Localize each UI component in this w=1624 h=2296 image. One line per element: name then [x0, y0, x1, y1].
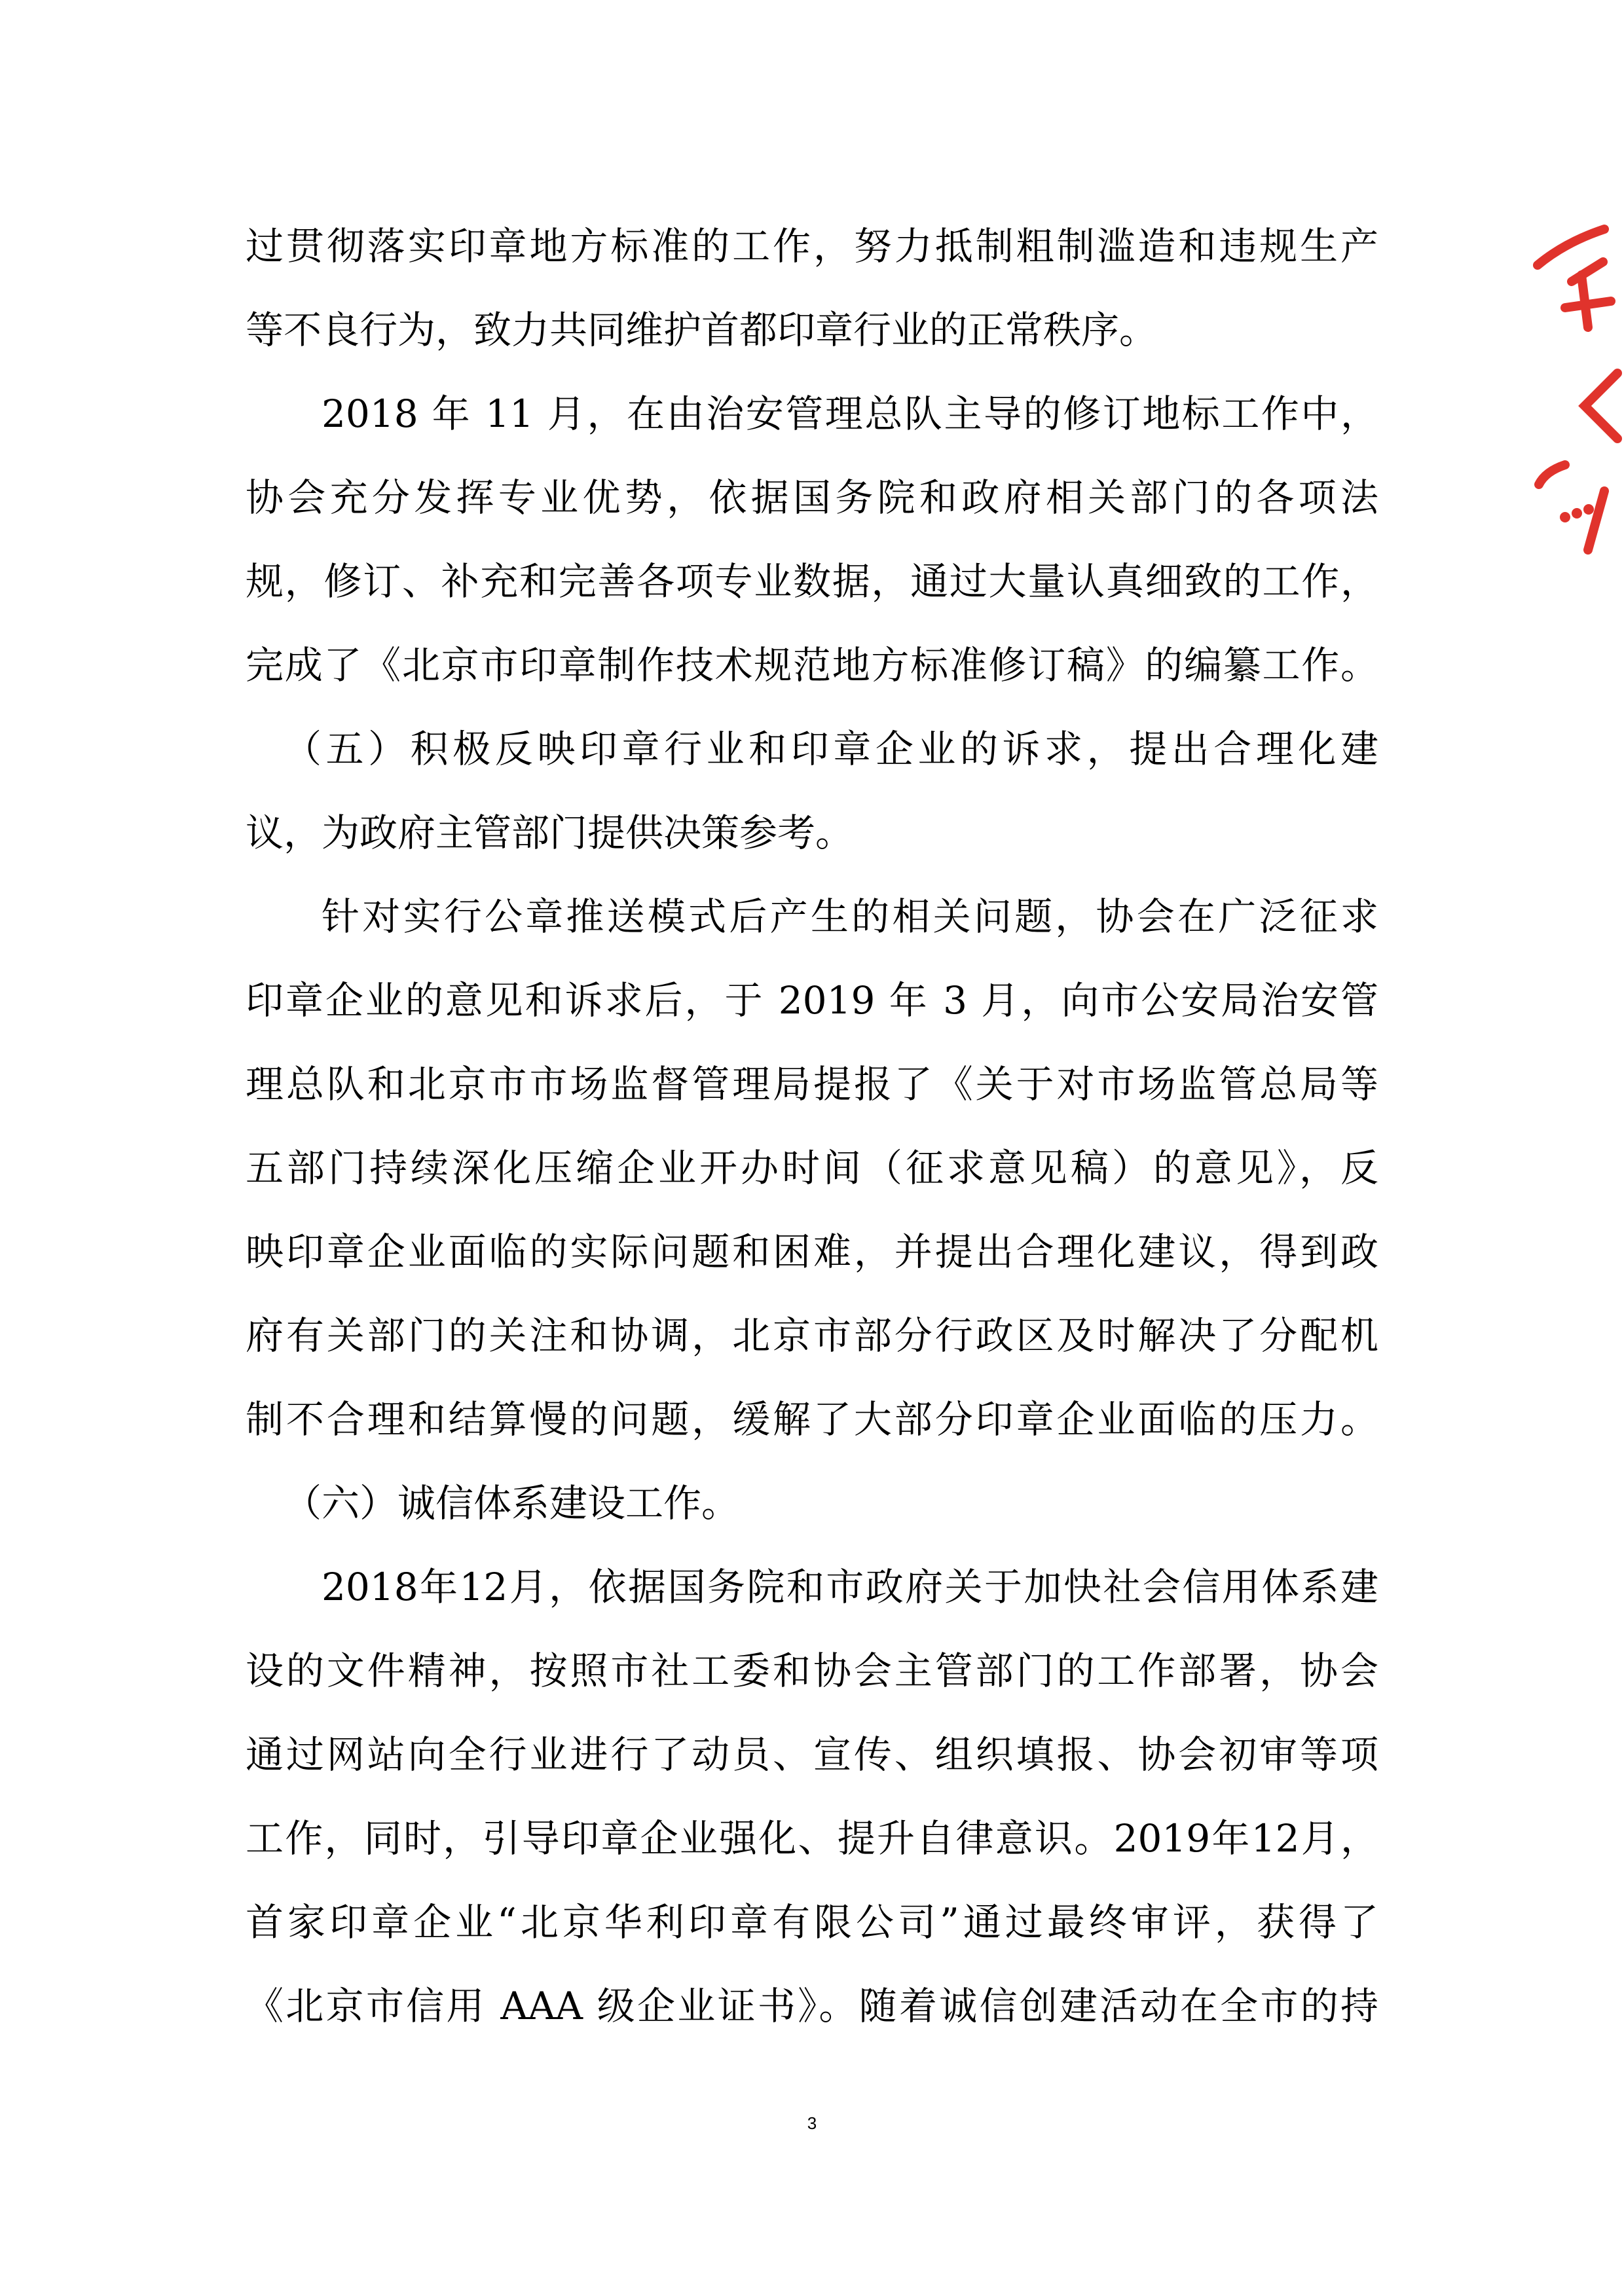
text-line: 府有关部门的关注和协调，北京市部分行政区及时解决了分配机: [246, 1313, 1378, 1358]
text-line: 理总队和北京市市场监督管理局提报了《关于对市场监管总局等: [246, 1062, 1378, 1106]
page-number: 3: [807, 2113, 817, 2133]
text-line: 设的文件精神，按照市社工委和协会主管部门的工作部署，协会: [246, 1649, 1378, 1693]
seal-dot: [1560, 512, 1570, 522]
document-body: [246, 204, 1378, 2048]
text-line: 首家印章企业“北京华利印章有限公司”通过最终审评，获得了: [246, 1900, 1378, 1944]
seal-dot: [1572, 508, 1582, 519]
seal-stroke: [1588, 491, 1604, 550]
text-line: 议，为政府主管部门提供决策参考。: [246, 811, 854, 855]
text-line: 针对实行公章推送模式后产生的相关问题，协会在广泛征求: [322, 894, 1378, 939]
text-line: 工作，同时，引导印章企业强化、提升自律意识。2019年12月，: [246, 1816, 1378, 1861]
text-line: 协会充分发挥专业优势，依据国务院和政府相关部门的各项法: [246, 475, 1378, 520]
text-line: 五部门持续深化压缩企业开办时间（征求意见稿）的意见》，反: [246, 1146, 1378, 1190]
text-line: 2018 年 11 月，在由治安管理总队主导的修订地标工作中，: [322, 392, 1378, 436]
red-seal-stamp-fragment: [1526, 210, 1624, 576]
seal-stroke: [1585, 373, 1617, 439]
text-line: 制不合理和结算慢的问题，缓解了大部分印章企业面临的压力。: [246, 1397, 1378, 1442]
text-line: 印章企业的意见和诉求后，于 2019 年 3 月，向市公安局治安管: [246, 978, 1378, 1023]
seal-dot: [1583, 504, 1594, 515]
seal-stroke: [1565, 262, 1611, 327]
text-line: 映印章企业面临的实际问题和困难，并提出合理化建议，得到政: [246, 1230, 1378, 1274]
section-heading: （五）积极反映印章行业和印章企业的诉求，提出合理化建: [284, 727, 1378, 771]
text-line: 完成了《北京市印章制作技术规范地方标准修订稿》的编纂工作。: [246, 643, 1378, 687]
section-heading: （六）诚信体系建设工作。: [284, 1481, 740, 1525]
seal-stroke: [1539, 465, 1565, 484]
seal-stroke: [1538, 229, 1604, 265]
text-line: 规，修订、补充和完善各项专业数据，通过大量认真细致的工作，: [246, 559, 1378, 604]
text-line: 过贯彻落实印章地方标准的工作，努力抵制粗制滥造和违规生产: [246, 224, 1378, 268]
text-line: 通过网站向全行业进行了动员、宣传、组织填报、协会初审等项: [246, 1732, 1378, 1777]
text-line: 2018年12月，依据国务院和市政府关于加快社会信用体系建: [322, 1565, 1378, 1609]
text-line: 等不良行为，致力共同维护首都印章行业的正常秩序。: [246, 308, 1158, 352]
text-line: 《北京市信用 AAA 级企业证书》。随着诚信创建活动在全市的持: [246, 1984, 1378, 2028]
